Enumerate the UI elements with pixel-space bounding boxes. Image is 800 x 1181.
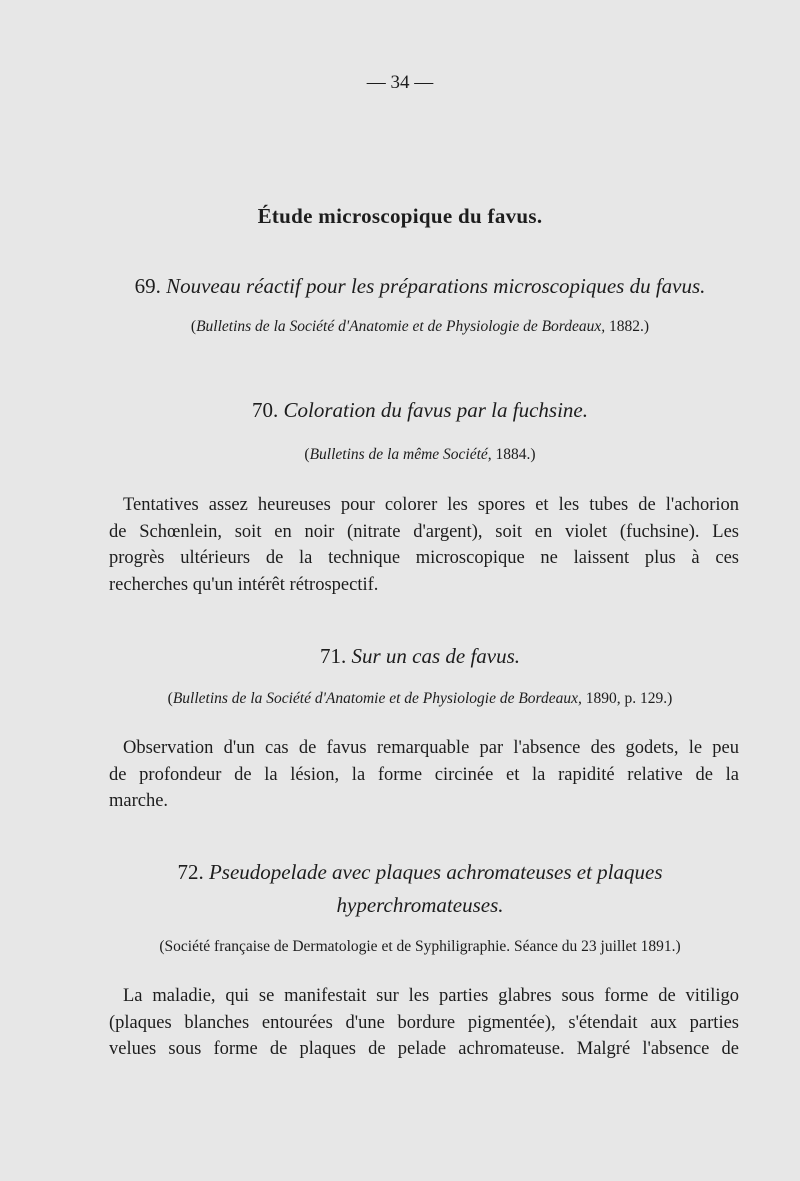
entry-70-heading	[100, 398, 740, 423]
entry-71-source-open: (	[167, 690, 173, 707]
entry-72-source: (Société française de Dermatologie et de Syphiligraphie. Séance du 23 juillet 1891.)	[159, 938, 681, 955]
entry-71-source	[100, 690, 740, 708]
paragraph-line: La maladie, qui se manifestait sur les parties glabres sous forme de vitiligo	[123, 986, 739, 1006]
entry-69-source-open: (	[190, 318, 197, 335]
entry-70-source-journal: Bulletins de la même Société,	[309, 446, 492, 463]
entry-71-title: Sur un cas de favus.	[351, 644, 521, 668]
paragraph-line: recherches qu'un intérêt rétrospectif.	[109, 574, 379, 595]
entry-70-source	[100, 446, 740, 464]
page-number: — 34 —	[366, 72, 434, 93]
entry-70-paragraph	[109, 492, 739, 598]
entry-71-source-journal: Bulletins de la Société d'Anatomie et de Physiologie de Bordeaux,	[172, 690, 582, 707]
entry-71-number: 71.	[319, 644, 347, 668]
entry-70-source-year: 1884.)	[491, 446, 536, 463]
entry-69-number: 69.	[134, 274, 161, 298]
entry-72-heading	[100, 860, 740, 885]
paragraph-line: progrès ultérieurs de la technique microscopique ne laissent plus à ces	[109, 548, 739, 568]
paragraph-line: velues sous forme de plaques de pelade achromateuse. Malgré l'absence de	[109, 1039, 739, 1059]
entry-69-heading	[100, 274, 740, 299]
section-title: Étude microscopique du favus.	[257, 204, 543, 228]
entry-69-source-journal: Bulletins de la Société d'Anatomie et de Physiologie de Bordeaux,	[196, 318, 606, 335]
entry-72-heading-line2	[100, 893, 740, 918]
entry-70-source-open: (	[304, 446, 310, 463]
entry-70-title: Coloration du favus par la fuchsine.	[283, 398, 588, 422]
entry-72-title-line1: Pseudopelade avec plaques achromateuses et plaques	[208, 860, 663, 884]
paragraph-line: de profondeur de la lésion, la forme circinée et la rapidité relative de la	[109, 764, 739, 785]
entry-69-source	[100, 318, 740, 336]
entry-72-paragraph	[109, 983, 739, 1063]
entry-71-source-year: 1890, p. 129.)	[581, 690, 673, 707]
paragraph-line: Observation d'un cas de favus remarquable par l'absence des godets, le peu	[123, 738, 739, 758]
paragraph-line: de Schœnlein, soit en noir (nitrate d'argent), soit en violet (fuchsine). Les	[109, 521, 739, 542]
entry-72-title-line2: hyperchromateuses.	[336, 893, 504, 917]
entry-69-title: Nouveau réactif pour les préparations microscopiques du favus.	[166, 274, 706, 298]
entry-72-number: 72.	[177, 860, 204, 884]
entry-71-heading	[100, 644, 740, 669]
entry-69-source-year: 1882.)	[605, 318, 650, 335]
paragraph-line: Tentatives assez heureuses pour colorer les spores et les tubes de l'achorion	[123, 495, 739, 515]
paragraph-line: marche.	[109, 791, 169, 811]
entry-70-number: 70.	[252, 398, 279, 422]
entry-71-paragraph	[109, 735, 739, 815]
paragraph-line: (plaques blanches entourées d'une bordure pigmentée), s'étendait aux parties	[109, 1012, 739, 1033]
